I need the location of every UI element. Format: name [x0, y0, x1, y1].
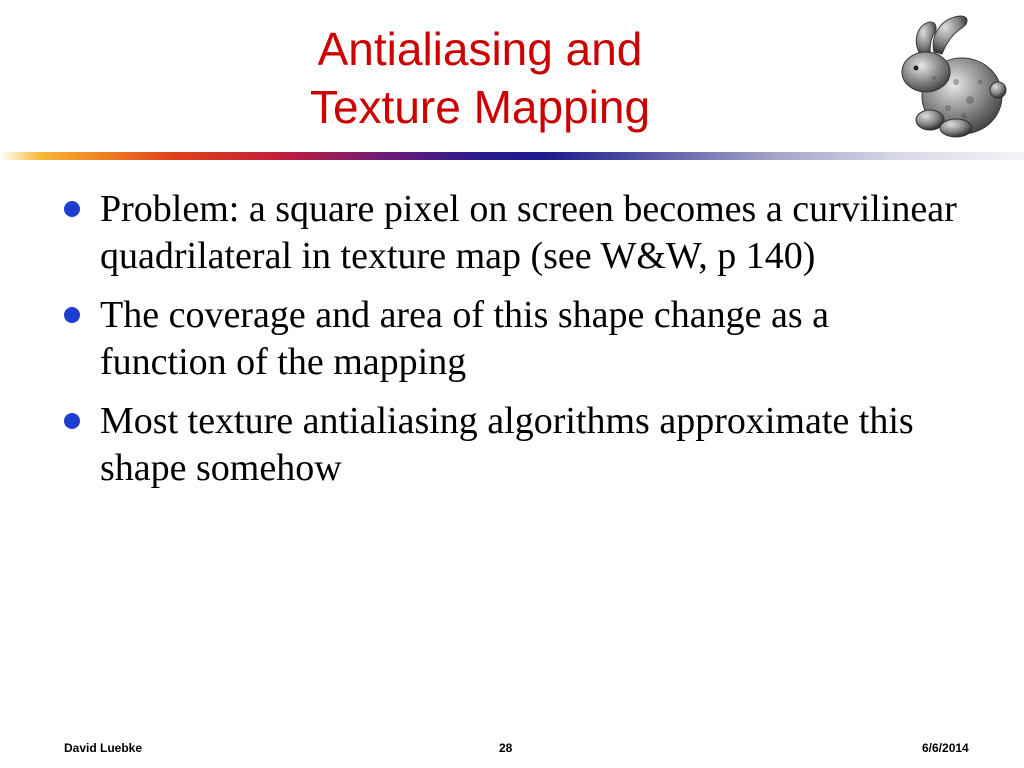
- slide-title-line-2: Texture Mapping: [309, 81, 651, 133]
- bullet-list: [64, 186, 964, 504]
- bullet-dot-icon: [64, 201, 80, 217]
- slide-title: [200, 20, 760, 136]
- title-divider: [0, 152, 1024, 160]
- bullet-item: [64, 186, 964, 280]
- footer-date: 6/6/2014: [922, 741, 969, 755]
- bullet-dot-icon: [64, 307, 80, 323]
- footer-page-number: 28: [499, 741, 513, 755]
- bullet-text: The coverage and area of this shape change as a function of the mapping: [100, 294, 830, 383]
- slide-title-line-1: Antialiasing and: [317, 23, 643, 75]
- bullet-text: Most texture antialiasing algorithms approximate this shape somehow: [100, 400, 914, 489]
- stanford-bunny-icon: [890, 12, 1008, 140]
- bullet-item: [64, 398, 964, 492]
- bullet-text: Problem: a square pixel on screen becomes a curvilinear quadrilateral in texture map (see W&W, p 140): [100, 188, 957, 277]
- footer-author: David Luebke: [64, 741, 143, 755]
- bullet-dot-icon: [64, 413, 80, 429]
- bullet-item: [64, 292, 964, 386]
